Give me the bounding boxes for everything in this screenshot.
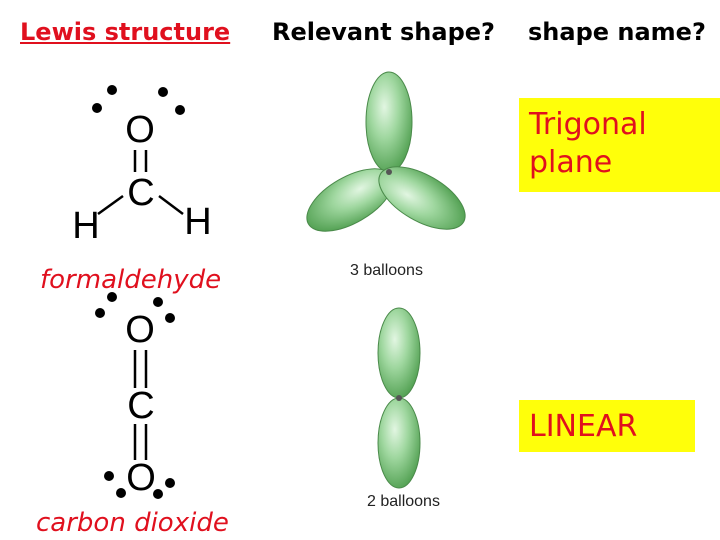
shape-name-header: shape name? <box>528 18 706 46</box>
lewis-structure-header: Lewis structure <box>20 18 231 46</box>
formaldehyde-label: formaldehyde <box>40 265 222 295</box>
carbon-dioxide-label: carbon dioxide <box>36 508 229 538</box>
oxygen-atom: O <box>126 457 156 499</box>
oxygen-atom: O <box>125 109 155 151</box>
balloon-knot <box>396 395 402 401</box>
oxygen-atom: O <box>125 309 155 351</box>
balloon <box>378 308 420 398</box>
three-balloons-illustration <box>297 72 475 244</box>
two-balloons-illustration <box>378 308 420 488</box>
carbon-atom: C <box>127 385 155 427</box>
single-bond-line <box>159 196 183 214</box>
single-bond-line <box>98 196 123 214</box>
balloon <box>366 72 412 172</box>
trigonal-plane-answer-box: Trigonal plane <box>519 98 720 192</box>
relevant-shape-header: Relevant shape? <box>272 18 495 46</box>
co2-lewis-structure <box>95 292 175 499</box>
hydrogen-atom: H <box>72 205 100 247</box>
balloon <box>378 398 420 488</box>
linear-answer-box: LINEAR <box>519 400 695 452</box>
carbon-atom: C <box>127 172 155 214</box>
balloon-knot <box>386 169 392 175</box>
two-balloons-caption: 2 balloons <box>367 493 440 510</box>
formaldehyde-lewis-structure <box>72 85 211 247</box>
hydrogen-atom: H <box>184 201 212 243</box>
three-balloons-caption: 3 balloons <box>350 262 423 279</box>
